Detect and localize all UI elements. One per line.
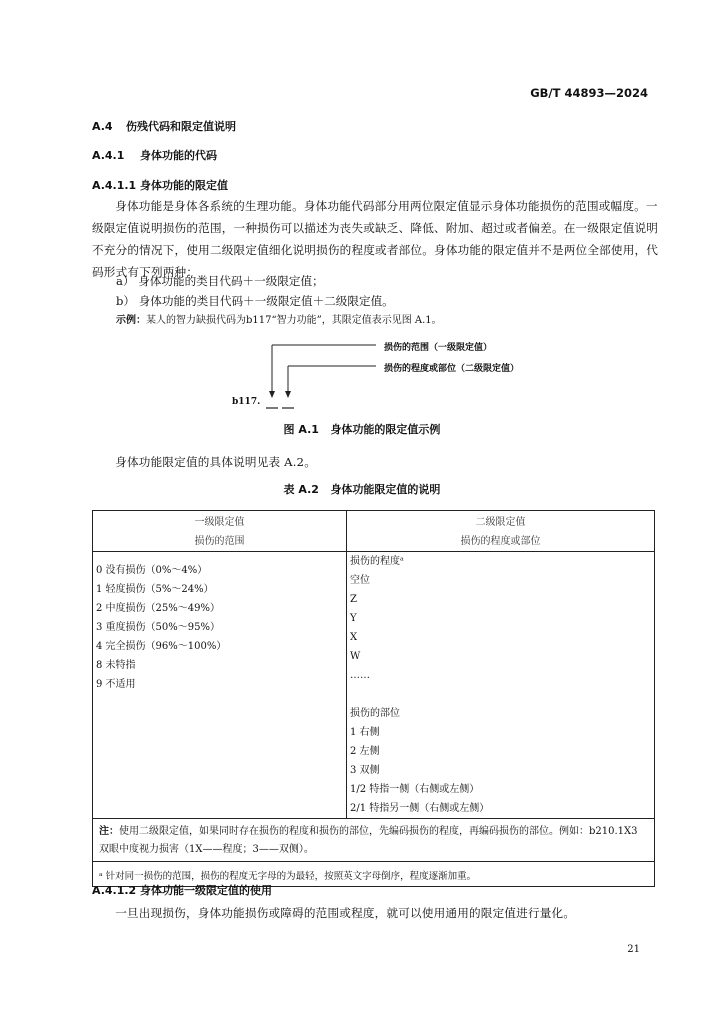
col1-header-line-1: 一级限定值 xyxy=(194,517,245,528)
location-heading: 损伤的部位 xyxy=(350,708,400,719)
severity-heading: 损伤的程度ᵃ xyxy=(350,556,404,567)
list-item-b: b） 身体功能的类目代码＋一级限定值＋二级限定值。 xyxy=(116,294,394,308)
section-title: 伤残代码和限定值说明 xyxy=(126,120,236,133)
table-note xyxy=(93,819,655,862)
col2-header-line-1: 二级限定值 xyxy=(475,517,526,528)
body-paragraph-2: 身体功能限定值的具体说明见表 A.2。 xyxy=(115,455,317,469)
extent-item: 1 轻度损伤（5%～24%） xyxy=(96,584,214,595)
body-paragraph-1: 身体功能是身体各系统的生理功能。身体功能代码部分用两位限定值显示身体功能损伤的范围或幅度。一级限定值说明损伤的范围，一种损伤可以描述为丧失或缺乏、降低、附加、超过或者偏差。在一级限定值说明不充分的情况下，使用二级限定值细化说明损伤的程度或者部位。身体功能的限定值并不是两位全部使用，代码形式有下列两种： xyxy=(92,199,659,279)
col2-header-line-2: 损伤的程度或部位 xyxy=(460,536,541,547)
qualifier-table xyxy=(92,510,655,887)
list-item-a: a） 身体功能的类目代码＋一级限定值； xyxy=(116,274,324,288)
extent-item: 2 中度损伤（25%～49%） xyxy=(96,603,220,614)
table-header-row xyxy=(93,511,655,552)
note-text: 使用二级限定值，如果同时存在损伤的程度和损伤的部位，先编码损伤的程度，再编码损伤的部位。例如：b210.1X3 双眼中度视力损害（1X——程度；3——双侧）。 xyxy=(99,826,638,855)
section-number: A.4.1.2 xyxy=(92,884,137,897)
location-item: 2/1 特指另一侧（右侧或左侧） xyxy=(350,803,490,814)
section-number: A.4.1 xyxy=(92,149,125,162)
table-caption-title: 身体功能限定值的说明 xyxy=(330,483,441,496)
severity-item: Z xyxy=(350,594,357,605)
figure-caption-title: 身体功能的限定值示例 xyxy=(330,423,441,436)
example-line xyxy=(116,311,442,326)
severity-item: X xyxy=(350,632,358,643)
severity-item: W xyxy=(350,651,361,662)
spacer-line xyxy=(347,685,654,704)
severity-item: 空位 xyxy=(350,575,370,586)
standard-code: GB/T 44893—2024 xyxy=(530,86,648,100)
section-a4-heading xyxy=(92,118,236,134)
example-text: 某人的智力缺损代码为b117“智力功能”，其限定值表示见图 A.1。 xyxy=(146,315,442,326)
extent-item: 8 未特指 xyxy=(96,660,136,671)
table-note-row xyxy=(93,819,655,862)
example-label: 示例： xyxy=(116,315,146,326)
table-caption-number: 表 A.2 xyxy=(283,483,319,496)
location-item: 1/2 特指一侧（右侧或左侧） xyxy=(350,784,480,795)
col1-body xyxy=(93,552,347,819)
severity-item: Y xyxy=(350,613,357,624)
section-a412-heading xyxy=(92,882,272,898)
table-body-row xyxy=(93,552,655,819)
section-number: A.4.1.1 xyxy=(92,179,137,192)
location-item: 2 左侧 xyxy=(350,746,380,757)
figure-caption xyxy=(0,421,724,437)
col1-header xyxy=(93,511,347,552)
section-title: 身体功能的限定值 xyxy=(140,179,228,192)
extent-item: 9 不适用 xyxy=(96,679,136,690)
location-item: 1 右侧 xyxy=(350,727,380,738)
col1-header-line-2: 损伤的范围 xyxy=(194,536,245,547)
table-caption xyxy=(0,481,724,497)
section-title: 身体功能的代码 xyxy=(140,149,217,162)
figure-caption-number: 图 A.1 xyxy=(283,423,319,436)
figure-code: b117. xyxy=(232,397,261,407)
body-paragraph-3: 一旦出现损伤，身体功能损伤或障碍的范围或程度，就可以使用通用的限定值进行量化。 xyxy=(115,906,576,920)
table-footnote: ᵃ 针对同一损伤的范围，损伤的程度无字母的为最轻，按照英文字母倒序，程度逐渐加重。 xyxy=(93,862,655,887)
location-item: 3 双侧 xyxy=(350,765,380,776)
arrow-1-icon xyxy=(269,391,275,398)
figure-label-1: 损伤的范围（一级限定值） xyxy=(384,343,493,353)
col2-body xyxy=(347,552,655,819)
severity-item: …… xyxy=(350,670,370,681)
extent-item: 3 重度损伤（50%～95%） xyxy=(96,622,220,633)
section-a41-heading xyxy=(92,147,217,163)
col2-header xyxy=(347,511,655,552)
page-number: 21 xyxy=(627,944,640,955)
arrow-2-icon xyxy=(285,391,291,398)
extent-item: 0 没有损伤（0%～4%） xyxy=(96,565,208,576)
section-number: A.4 xyxy=(92,120,113,133)
section-title: 身体功能一级限定值的使用 xyxy=(140,884,272,897)
extent-item: 4 完全损伤（96%～100%） xyxy=(96,641,227,652)
section-a411-heading xyxy=(92,177,228,193)
figure-label-2: 损伤的程度或部位（二级限定值） xyxy=(384,364,520,374)
note-label: 注： xyxy=(99,826,119,837)
